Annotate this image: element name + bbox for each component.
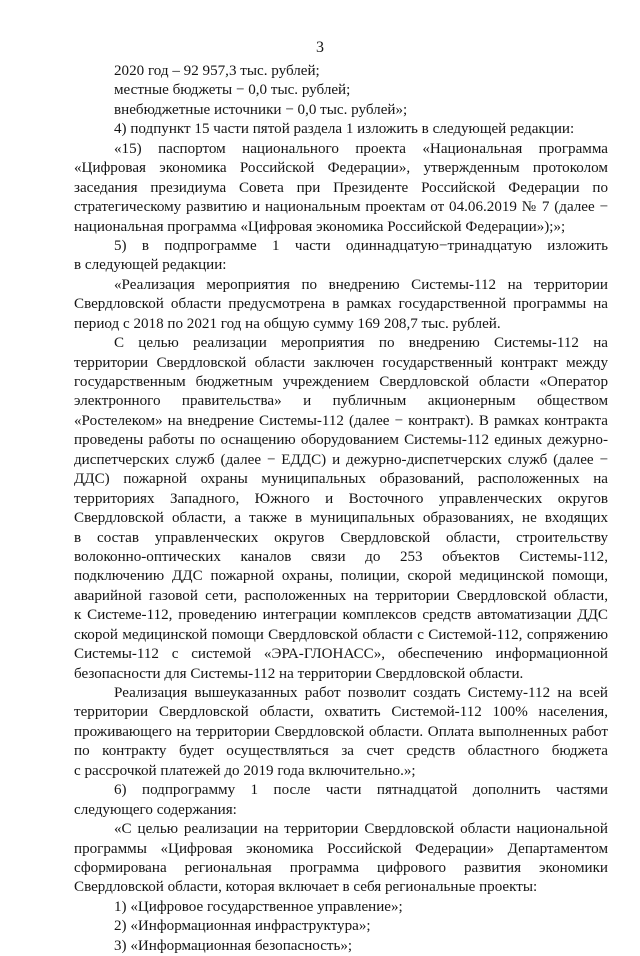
text-line: 6) подпрограмму 1 после части пятнадцатой дополнить частями bbox=[114, 782, 608, 799]
page-number: 3 bbox=[316, 39, 324, 56]
text-line: Системы-112 с системой «ЭРА-ГЛОНАСС», обеспечению информационной bbox=[74, 646, 608, 663]
text-line: «Ростелеком» на внедрение Системы-112 (далее − контракт). В рамках контракта bbox=[74, 412, 608, 429]
text-line: электронного правительства» и публичным акционерным обществом bbox=[74, 393, 608, 410]
text-line: программы «Цифровая экономика Российской Федерации» Департаментом bbox=[74, 840, 608, 857]
text-line: 3) «Информационная безопасность»; bbox=[114, 937, 353, 954]
text-line: волоконно-оптических каналов связи до 253 объектов Системы-112, bbox=[74, 548, 608, 565]
text-line: государственным бюджетным учреждением Свердловской области «Оператор bbox=[74, 374, 608, 390]
text-line: стратегическому развитию и национальным проектам от 04.06.2019 № 7 (далее − bbox=[74, 199, 608, 216]
text-line: в состав управленческих округов Свердловской области, строительству bbox=[74, 529, 608, 546]
text-line: Свердловской области предусмотрена в рамках государственной программы на bbox=[74, 296, 608, 313]
text-line: период с 2018 по 2021 год на общую сумму 169 208,7 тыс. рублей. bbox=[74, 315, 501, 332]
text-line: внебюджетные источники − 0,0 тыс. рублей»; bbox=[114, 101, 408, 118]
text-line: безопасности для Системы-112 на территории Свердловской области. bbox=[74, 665, 524, 682]
text-line: «Реализация мероприятия по внедрению Системы-112 на территории bbox=[114, 276, 608, 293]
text-line: территории Свердловской области, охватить Системой-112 100% населения, bbox=[74, 704, 608, 721]
text-line: скорой медицинской помощи Свердловской области с Системой-112, сопряжению bbox=[74, 626, 608, 643]
text-line: местные бюджеты − 0,0 тыс. рублей; bbox=[114, 82, 351, 99]
text-line: проведены работы по оснащению оборудованием Системы-112 единых дежурно- bbox=[74, 432, 608, 449]
text-line: территории Свердловской области заключен государственный контракт между bbox=[74, 354, 608, 371]
text-line: 1) «Цифровое государственное управление»; bbox=[114, 898, 403, 915]
text-line: к Системе-112, проведению интеграции комплексов средств автоматизации ДДС bbox=[74, 607, 608, 624]
text-line: в следующей редакции: bbox=[74, 257, 227, 274]
text-line: ДДС) пожарной охраны муниципальных образований, расположенных на bbox=[74, 471, 608, 488]
text-line: сформирована региональная программа цифрового развития экономики bbox=[74, 859, 608, 876]
text-line: территориях Западного, Южного и Восточного управленческих округов bbox=[74, 490, 608, 507]
text-line: диспетчерских служб (далее − ЕДДС) и дежурно-диспетчерских служб (далее − bbox=[74, 451, 608, 468]
text-line: Свердловской области, а также в муниципальных образованиях, не входящих bbox=[74, 510, 608, 527]
text-line: по контракту будет осуществляться за счет средств областного бюджета bbox=[74, 743, 608, 760]
text-line: С целью реализации мероприятия по внедрению Системы-112 на bbox=[114, 335, 608, 352]
text-line: 2) «Информационная инфраструктура»; bbox=[114, 918, 371, 935]
text-line: подключению ДДС пожарной охраны, полиции, скорой медицинской помощи, bbox=[74, 568, 608, 585]
text-line: национальная программа «Цифровая экономика Российской Федерации»);»; bbox=[74, 218, 566, 235]
text-line: «С целью реализации на территории Свердловской области национальной bbox=[114, 821, 608, 838]
text-line: 4) подпункт 15 части пятой раздела 1 изложить в следующей редакции: bbox=[114, 121, 575, 138]
text-line: проживающего на территории Свердловской области. Оплата выполненных работ bbox=[74, 723, 608, 740]
text-line: с рассрочкой платежей до 2019 года включительно.»; bbox=[74, 762, 416, 779]
text-line: Свердловской области, которая включает в себя региональные проекты: bbox=[74, 879, 538, 896]
document-body bbox=[74, 62, 608, 956]
text-line: 5) в подпрограмме 1 части одиннадцатую−тринадцатую изложить bbox=[114, 237, 608, 254]
text-line: следующего содержания: bbox=[74, 801, 237, 818]
text-line: «Цифровая экономика Российской Федерации», утвержденным протоколом bbox=[74, 160, 608, 177]
text-line: Реализация вышеуказанных работ позволит создать Систему-112 на всей bbox=[114, 685, 608, 701]
text-line: «15) паспортом национального проекта «Национальная программа bbox=[114, 140, 608, 157]
text-line: заседания президиума Совета при Президенте Российской Федерации по bbox=[74, 179, 608, 196]
text-line: 2020 год – 92 957,3 тыс. рублей; bbox=[114, 63, 320, 79]
text-line: аварийной газовой сети, расположенных на территории Свердловской области, bbox=[74, 587, 608, 604]
